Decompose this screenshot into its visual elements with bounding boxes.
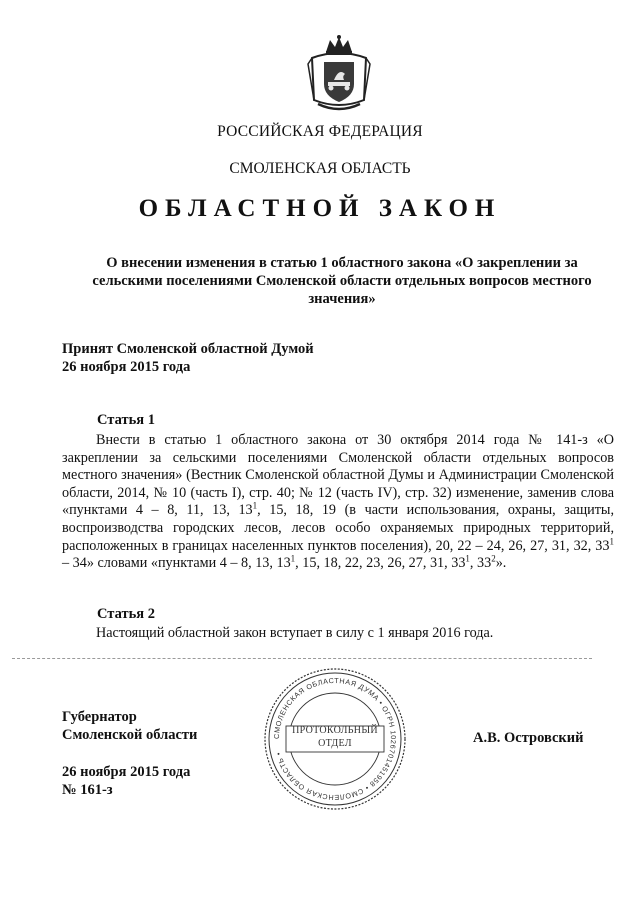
stamp-inner-line: ПРОТОКОЛЬНЫЙ <box>292 725 378 736</box>
adoption-info <box>62 340 314 376</box>
region-name: СМОЛЕНСКАЯ ОБЛАСТЬ <box>229 160 411 177</box>
law-title-line: сельскими поселениями Смоленской области отдельных вопросов местного <box>92 273 592 289</box>
article-1-heading: Статья 1 <box>97 412 155 428</box>
signatory-title-line: Губернатор <box>62 709 137 725</box>
smolensk-coat-of-arms-icon <box>304 34 374 112</box>
signatory-title <box>62 708 197 744</box>
divider <box>12 658 592 659</box>
stamp-inner-line: ОТДЕЛ <box>318 738 352 749</box>
law-title-line: значения» <box>308 291 376 307</box>
law-title-line: О внесении изменения в статью 1 областного закона «О закреплении за <box>106 255 578 271</box>
signatory-title-line: Смоленской области <box>62 727 198 743</box>
signing-info <box>62 763 190 799</box>
stamp-ring-text: СМОЛЕНСКАЯ ОБЛАСТНАЯ ДУМА • ОГРН 1026701451958 • СМОЛЕНСКАЯ ОБЛАСТЬ • <box>271 675 399 803</box>
stamp-center-text <box>287 724 383 750</box>
country-name: РОССИЙСКАЯ ФЕДЕРАЦИЯ <box>217 123 423 140</box>
adopted-by: Принят Смоленской областной Думой <box>62 341 314 357</box>
article-2-text: Настоящий областной закон вступает в силу с 1 января 2016 года. <box>96 625 494 641</box>
adoption-date: 26 ноября 2015 года <box>62 359 191 375</box>
article-1-text: Внести в статью 1 областного закона от 30 октября 2014 года № 141-з «О закреплении за сельскими поселениями Смоленской области отдельных вопросов местного значения» (Вестник Смоленской областной Думы и Администрации Смоленской области, 2014, № 10 (часть I), стр. 40; № 12 (часть IV), стр. 32) изменение, заменив слова «пунктами 4 – 8, 11, 13, $13^1$, 15, 18, 19 (в части использования, охраны, защиты, воспроизводства городских лесов, лесов особо охраняемых природных территорий, расположенных в границах населенных пунктов поселения), 20, 22 – 24, 26, 27, 31, 32, $33^1 - 34$» словами «пунктами 4 – 8, 13, $13^1$, 15, 18, 22, 23, 26, 27, 31, $33^1$, $33^2$». <box>62 432 614 572</box>
law-number: № 161-з <box>62 782 113 798</box>
signing-date: 26 ноября 2015 года <box>62 764 191 780</box>
article-2-heading: Статья 2 <box>97 606 155 622</box>
signatory-name: А.В. Островский <box>473 730 584 746</box>
document-type: ОБЛАСТНОЙ ЗАКОН <box>138 195 502 222</box>
law-title <box>64 254 620 308</box>
